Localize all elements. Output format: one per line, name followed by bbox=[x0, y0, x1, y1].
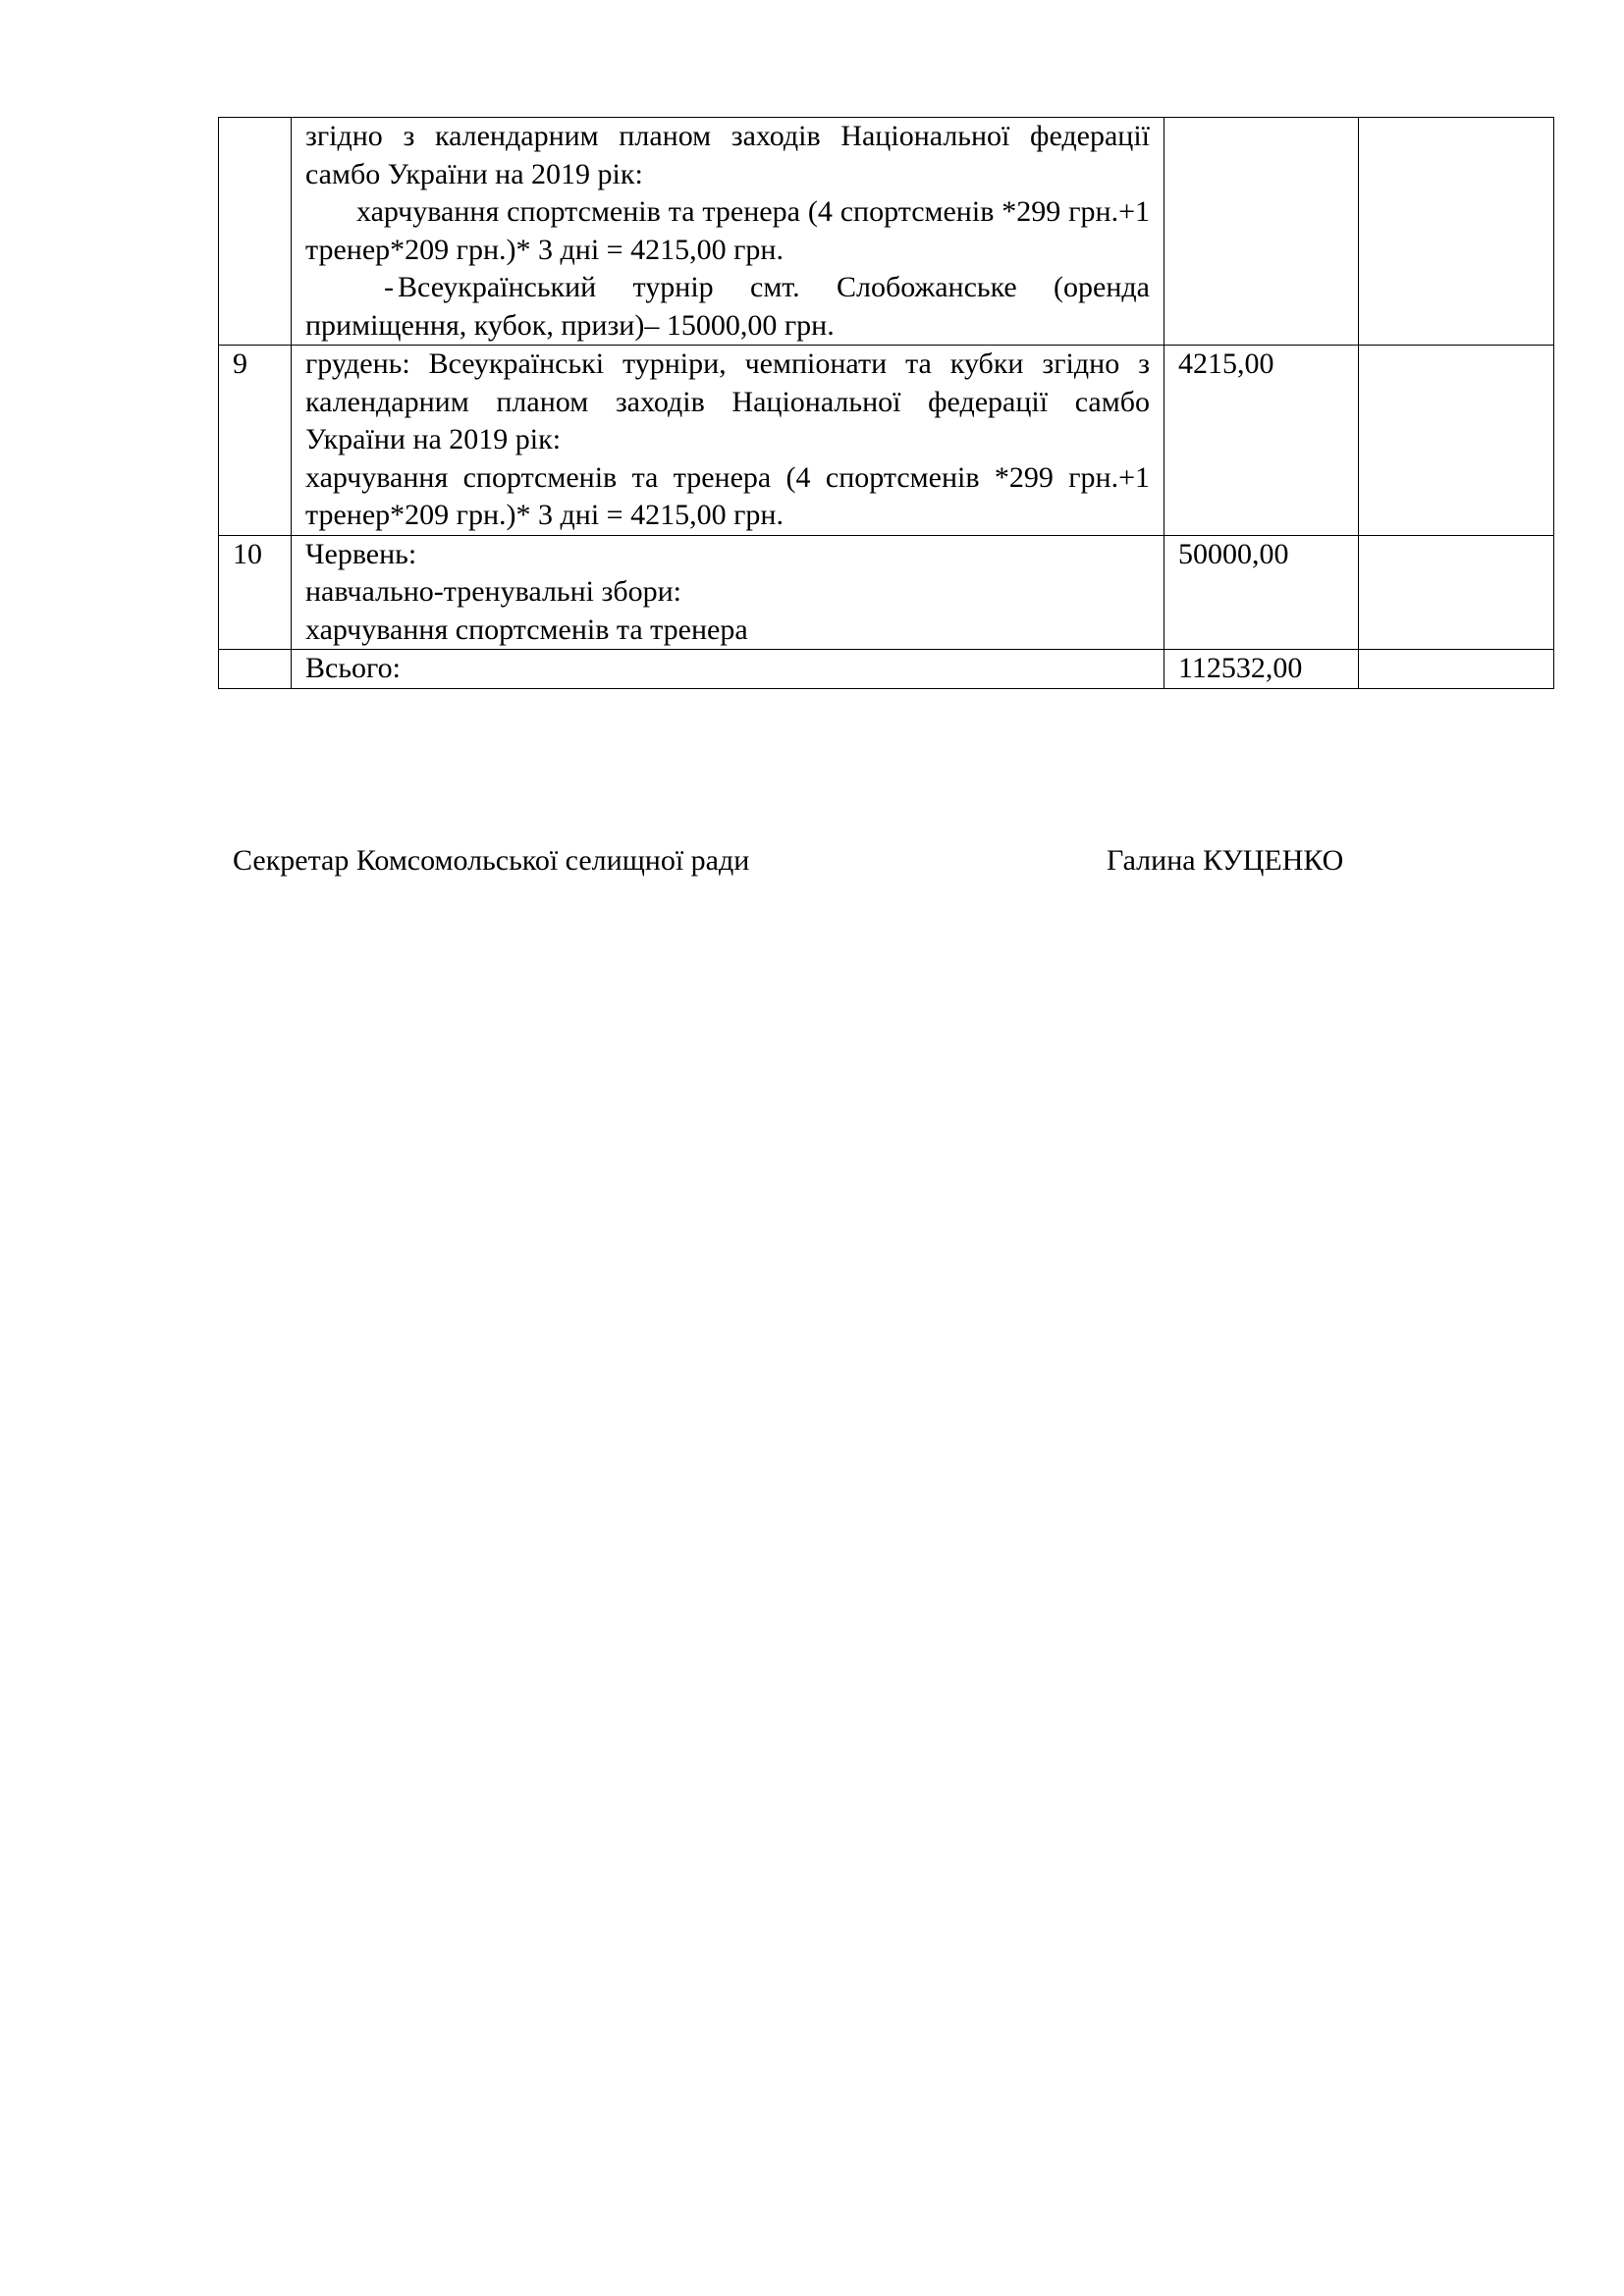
description-paragraph: Червень: bbox=[305, 537, 417, 570]
description-paragraph: харчування спортсменів та тренера bbox=[305, 613, 748, 646]
signature-name: Галина КУЦЕНКО bbox=[1107, 844, 1344, 877]
amount-cell: 50000,00 bbox=[1164, 535, 1359, 650]
description-paragraph: Всього: bbox=[305, 652, 401, 684]
row-number-cell: 9 bbox=[219, 346, 292, 536]
notes-cell bbox=[1359, 346, 1554, 536]
description-paragraph: харчування спортсменів та тренера (4 спортсменів *299 грн.+1 тренер*209 грн.)* 3 дні = 4215,00 грн. bbox=[305, 460, 1150, 531]
signature-role: Секретар Комсомольської селищної ради bbox=[233, 844, 750, 877]
description-paragraph: грудень: Всеукраїнські турніри, чемпіонати та кубки згідно з календарним планом заходів Національної федерації самбо України на 2019 рік: bbox=[305, 347, 1150, 455]
row-number-cell: 10 bbox=[219, 535, 292, 650]
description-paragraph: навчально-тренувальні збори: bbox=[305, 575, 681, 608]
table-row bbox=[219, 535, 1554, 650]
expense-plan-table bbox=[218, 117, 1554, 689]
description-paragraph: харчування спортсменів та тренера (4 спортсменів *299 грн.+1 тренер*209 грн.)* 3 дні = 4215,00 грн. bbox=[305, 195, 1150, 266]
description-paragraph: згідно з календарним планом заходів Національної федерації самбо України на 2019 рік: bbox=[305, 120, 1150, 190]
notes-cell bbox=[1359, 118, 1554, 346]
description-cell bbox=[292, 118, 1164, 346]
amount-cell bbox=[1164, 118, 1359, 346]
table-row bbox=[219, 346, 1554, 536]
amount-cell: 4215,00 bbox=[1164, 346, 1359, 536]
description-cell bbox=[292, 346, 1164, 536]
description-cell bbox=[292, 650, 1164, 689]
table-row bbox=[219, 118, 1554, 346]
row-number-cell bbox=[219, 118, 292, 346]
amount-cell: 112532,00 bbox=[1164, 650, 1359, 689]
notes-cell bbox=[1359, 650, 1554, 689]
description-paragraph bbox=[305, 269, 1150, 345]
row-number-cell bbox=[219, 650, 292, 689]
table-row bbox=[219, 650, 1554, 689]
notes-cell bbox=[1359, 535, 1554, 650]
list-dash-marker: - bbox=[384, 271, 394, 303]
expense-plan-table-body bbox=[219, 118, 1554, 689]
description-text: Всеукраїнський турнір смт. Слобожанське (оренда приміщення, кубок, призи)– 15000,00 грн. bbox=[305, 271, 1150, 342]
description-cell bbox=[292, 535, 1164, 650]
